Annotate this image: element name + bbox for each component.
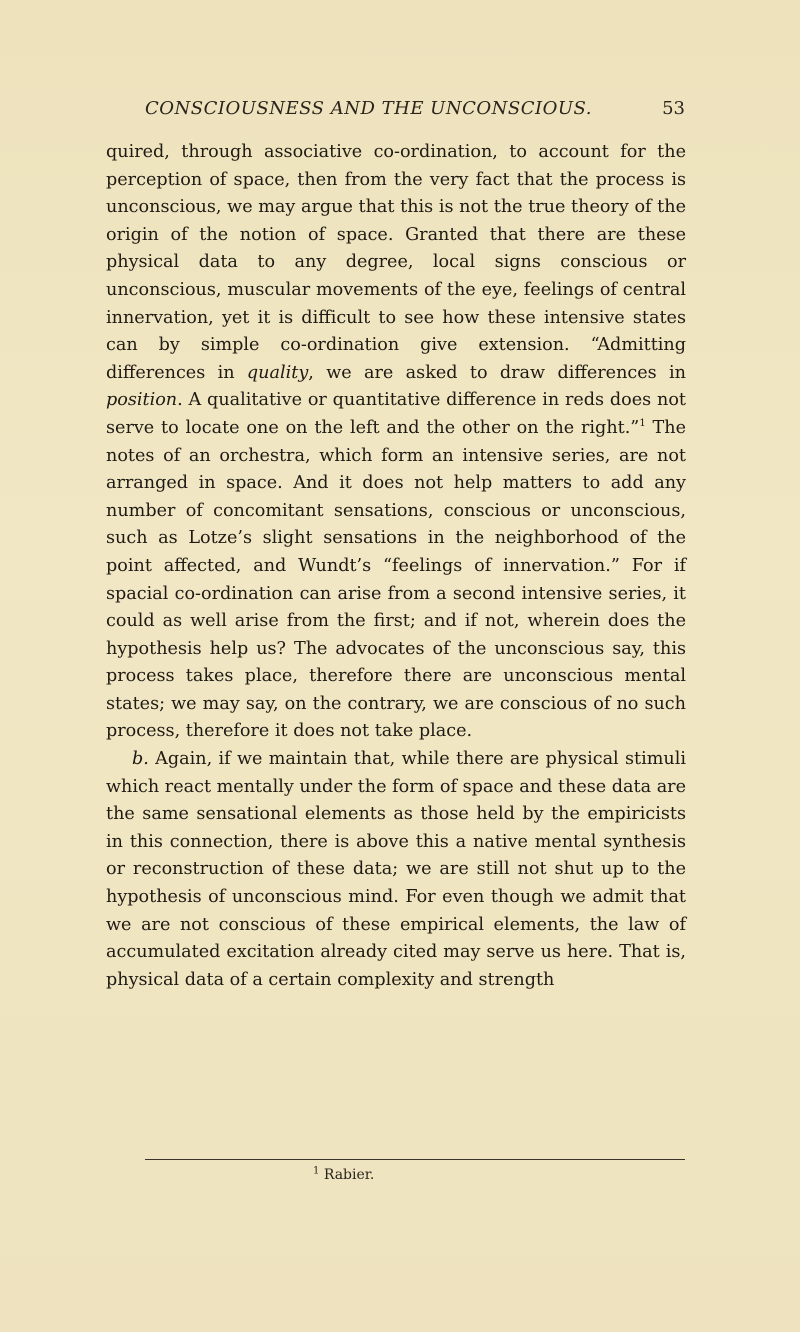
text-run: quired, through associative co-ordination, to account for the perception of space, then from the very fact that the process is unconscious, we may argue that this is not the true theory of the origin of the notion of space. Granted that there are these physical data to any degree, local signs conscious or unconscious, muscular movements of the eye, feelings of central innervation, yet it is difficult to see how these intensive states can by simple co-ordination give extension. “Admitting differences in [106,142,686,383]
paragraph-continued [106,139,686,746]
footnote [313,1167,374,1183]
paragraph-label: b. [132,749,149,770]
page-number: 53 [662,98,685,119]
footnote-marker: 1 [313,1165,320,1177]
footnote-divider [145,1159,685,1160]
footnote-ref: 1 [639,418,646,430]
paragraph-b [106,746,686,994]
body-text [106,139,686,994]
text-run: . A qualitative or quantitative difference in reds does not serve to locate one on the left and the other on the right.” [106,390,686,438]
text-run: Again, if we maintain that, while there are physical stimuli which react mentally under the form of space and these data are the same sensational elements as those held by the empiricists in this connection, there is above this a native mental synthesis or reconstruction of these data; we are still not shut up to the hypothesis of unconscious mind. For even though we admit that we are not conscious of these empirical elements, the law of accumulated excitation already cited may serve us here. That is, physical data of a certain complexity and strength [106,749,687,990]
footnote-text: Rabier. [319,1167,375,1183]
running-title: CONSCIOUSNESS AND THE UNCONSCIOUS. [145,98,592,119]
text-run: , we are asked to draw differences in [308,362,686,383]
emphasis-quality: quality [246,362,309,383]
text-run: The notes of an orchestra, which form an intensive series, are not arranged in space. And it does not help matters to add any number of concomitant sensations, conscious or unconscious, such as Lotze’s slight sensations in the neighborhood of the point affected, and Wundt’s “feelings of innervation.” For if spacial co-ordination can arise from a second intensive series, it could as well arise from the first; and if not, wherein does the hypothesis help us? The advocates of the unconscious say, this process takes place, therefore there are unconscious mental states; we may say, on the contrary, we are conscious of no such process, therefore it does not take place. [106,417,686,742]
running-head [145,98,685,138]
emphasis-position: position [106,390,178,411]
